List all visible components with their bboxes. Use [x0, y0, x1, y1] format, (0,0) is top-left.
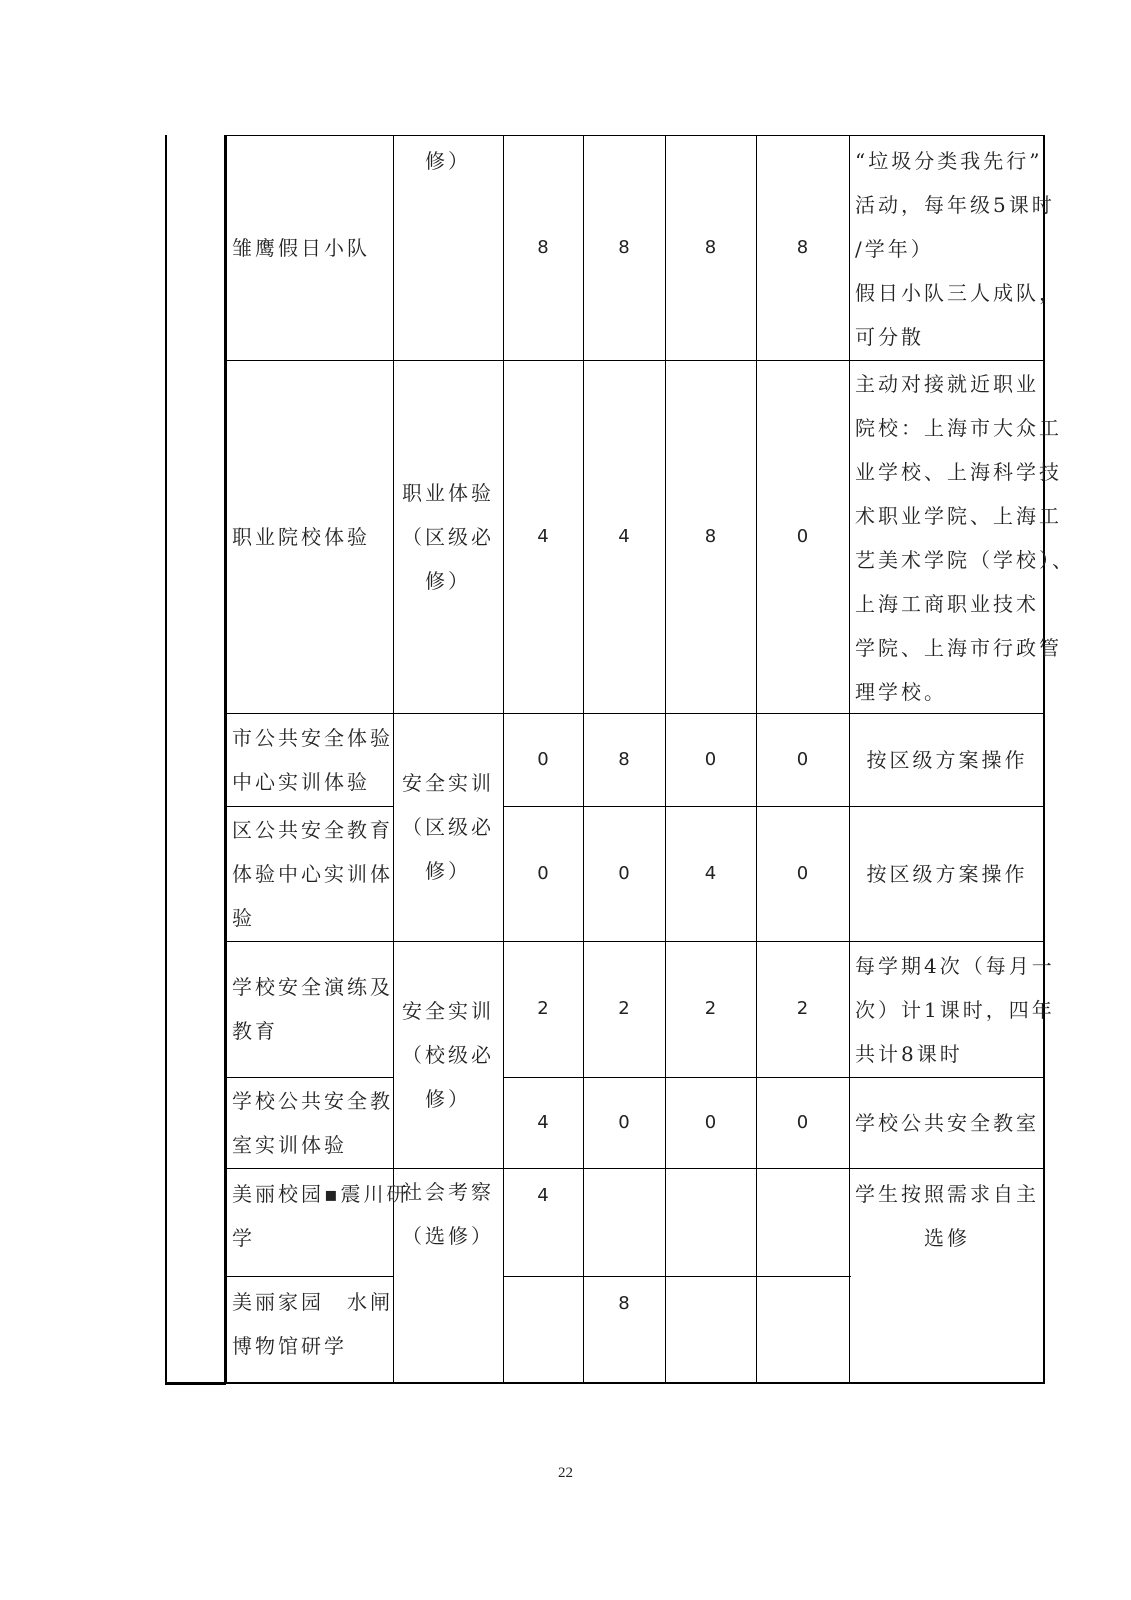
note-cell-line: 可分散 — [855, 324, 924, 349]
item-cell — [228, 360, 393, 713]
grade-cell-value: 0 — [796, 862, 809, 884]
note-cell-line: “垃圾分类我先行” — [855, 148, 1043, 173]
item-cell-line: 美丽家园 水闸 — [232, 1290, 393, 1314]
note-cell — [851, 137, 1062, 360]
type-cell-line: （区级必 — [402, 524, 494, 549]
grade-cell-value: 2 — [537, 998, 549, 1019]
type-cell-district-safety — [393, 713, 503, 941]
item-cell-line: 中心实训体验 — [232, 769, 370, 794]
grade-cell-value: 0 — [796, 748, 809, 770]
note-cell-line: /学年） — [855, 236, 934, 261]
grade-cell — [756, 806, 849, 941]
grade-cell-value: 4 — [537, 1111, 549, 1133]
item-cell — [228, 1172, 410, 1276]
note-cell-line: 共计8课时 — [855, 1042, 963, 1066]
grade-cell — [583, 1077, 665, 1168]
grade-cell — [583, 941, 665, 1077]
grade-cell — [583, 713, 665, 806]
grade-cell — [665, 713, 756, 806]
note-cell — [851, 362, 1075, 713]
item-cell-line: 博物馆研学 — [232, 1334, 347, 1358]
grade-cell — [756, 1282, 849, 1322]
grade-cell-value: 0 — [796, 1111, 809, 1133]
merge-mask — [851, 1275, 1043, 1278]
grade-cell — [665, 806, 756, 941]
grade-cell — [583, 135, 665, 360]
grade-cell-value: 8 — [704, 525, 717, 547]
note-cell-line: 按区级方案操作 — [866, 861, 1028, 886]
note-cell — [851, 943, 1055, 1077]
item-cell-line: 学校公共安全教 — [232, 1088, 393, 1113]
grade-cell — [665, 135, 756, 360]
border-bottom-left — [165, 1382, 226, 1385]
row-line — [226, 1382, 1045, 1384]
row-line — [226, 1168, 1045, 1169]
grade-cell-value: 8 — [704, 236, 717, 258]
grade-cell-value: 0 — [704, 748, 717, 770]
note-cell-line: 术职业学院、上海工 — [855, 503, 1062, 528]
item-cell — [228, 806, 393, 941]
grade-cell-value: 4 — [618, 525, 630, 547]
note-cell-line: 学校公共安全教室 — [855, 1110, 1039, 1135]
item-cell — [228, 1280, 393, 1382]
type-cell-district-safety-line: 修） — [425, 859, 471, 883]
grade-cell — [503, 1174, 583, 1214]
note-cell-line: 理学校。 — [855, 679, 947, 704]
grade-cell — [756, 1174, 849, 1214]
grade-cell-value: 0 — [704, 1111, 717, 1133]
type-cell-school-safety-line: 修） — [425, 1086, 471, 1111]
grade-cell-value: 4 — [537, 525, 549, 547]
grade-cell — [756, 713, 849, 806]
grade-cell — [665, 1174, 756, 1214]
grade-cell-value: 0 — [618, 1111, 630, 1133]
note-cell-line: 活动，每年级5课时 — [855, 192, 1055, 217]
item-cell-line: 室实训体验 — [232, 1132, 347, 1157]
grade-cell — [583, 1174, 665, 1214]
item-cell — [228, 1077, 393, 1168]
grade-cell-value: 0 — [537, 862, 549, 884]
grade-cell-value: 8 — [796, 236, 809, 258]
item-cell-line: 市公共安全体验 — [232, 725, 393, 750]
grade-cell — [756, 360, 849, 713]
grade-cell-value: 0 — [537, 748, 549, 770]
grade-cell — [665, 360, 756, 713]
note-cell-line: 假日小队三人成队， — [855, 280, 1062, 305]
item-cell — [228, 941, 393, 1077]
type-cell-line: 修） — [425, 149, 471, 173]
type-cell — [393, 360, 503, 713]
type-cell-study-line: （选修） — [402, 1224, 494, 1248]
note-cell-line: 按区级方案操作 — [866, 747, 1028, 772]
border-outer-left — [165, 135, 167, 1384]
item-cell-line: 美丽校园▪震川研 — [232, 1182, 410, 1206]
grade-cell-value: 4 — [704, 862, 717, 884]
grade-cell-value: 8 — [618, 236, 630, 258]
grade-cell — [665, 941, 756, 1077]
grade-cell-value: 2 — [796, 998, 809, 1019]
page-number: 22 — [558, 1465, 573, 1481]
grade-cell-value: 0 — [618, 862, 630, 884]
grade-cell — [503, 1077, 583, 1168]
note-cell-study-line: 选修 — [924, 1226, 970, 1250]
grade-cell — [583, 360, 665, 713]
type-cell-school-safety-line: （校级必 — [402, 1042, 494, 1067]
note-cell-line: 院校：上海市大众工 — [855, 415, 1062, 440]
note-cell-line: 业学校、上海科学技 — [855, 459, 1062, 484]
grade-cell — [503, 360, 583, 713]
note-cell-study — [851, 1172, 1043, 1262]
grade-cell — [756, 941, 849, 1077]
type-cell-study — [393, 1170, 503, 1260]
note-cell-line: 艺美术学院（学校）、 — [855, 547, 1075, 572]
grade-cell — [503, 713, 583, 806]
type-cell-line: 职业体验 — [402, 480, 494, 505]
grade-cell-value: 0 — [796, 525, 809, 547]
note-cell-line: 上海工商职业技术 — [855, 591, 1039, 616]
item-cell-line: 学校安全演练及 — [232, 975, 393, 999]
note-cell-study-line: 学生按照需求自主 — [855, 1182, 1039, 1206]
col-line — [226, 135, 227, 1382]
grade-cell-value: 8 — [618, 1293, 630, 1314]
grade-cell — [756, 1077, 849, 1168]
note-cell — [851, 1077, 1043, 1168]
item-cell-line: 区公共安全教育 — [232, 817, 393, 842]
note-cell-line: 次）计1课时，四年 — [855, 998, 1055, 1022]
grade-cell — [583, 806, 665, 941]
grade-cell — [503, 1282, 583, 1322]
note-cell-line: 学院、上海市行政管 — [855, 635, 1062, 660]
col-line — [849, 135, 850, 1382]
note-cell — [851, 806, 1043, 941]
note-cell — [851, 713, 1043, 806]
item-cell — [228, 713, 393, 806]
grade-cell-value: 8 — [537, 236, 549, 258]
note-cell-line: 主动对接就近职业 — [855, 371, 1039, 396]
grade-cell-value: 8 — [618, 748, 630, 770]
grade-cell — [503, 135, 583, 360]
type-cell-district-safety-line: 安全实训 — [402, 771, 494, 795]
grade-cell-value: 4 — [537, 1185, 549, 1206]
grade-cell — [665, 1282, 756, 1322]
type-cell — [393, 139, 503, 183]
merge-mask — [394, 1275, 503, 1278]
type-cell-school-safety — [393, 941, 503, 1168]
grade-cell — [756, 135, 849, 360]
grade-cell — [503, 941, 583, 1077]
grade-cell-value: 2 — [704, 998, 717, 1019]
col-line — [1043, 135, 1045, 1382]
type-cell-school-safety-line: 安全实训 — [402, 998, 494, 1023]
item-cell-line: 雏鹰假日小队 — [232, 235, 370, 260]
grade-cell — [665, 1077, 756, 1168]
item-cell — [228, 135, 393, 360]
item-cell-line: 体验中心实训体 — [232, 861, 393, 886]
note-cell-line: 每学期4次（每月一 — [855, 954, 1055, 978]
item-cell-line: 教育 — [232, 1019, 278, 1043]
grade-cell-value: 2 — [618, 998, 630, 1019]
item-cell-line: 学 — [232, 1226, 255, 1250]
grade-cell — [583, 1282, 665, 1322]
grade-cell — [503, 806, 583, 941]
item-cell-line: 职业院校体验 — [232, 524, 370, 549]
type-cell-line: 修） — [425, 568, 471, 593]
item-cell-line: 验 — [232, 905, 255, 930]
type-cell-study-line: 社会考察 — [402, 1180, 494, 1204]
type-cell-district-safety-line: （区级必 — [402, 815, 494, 839]
